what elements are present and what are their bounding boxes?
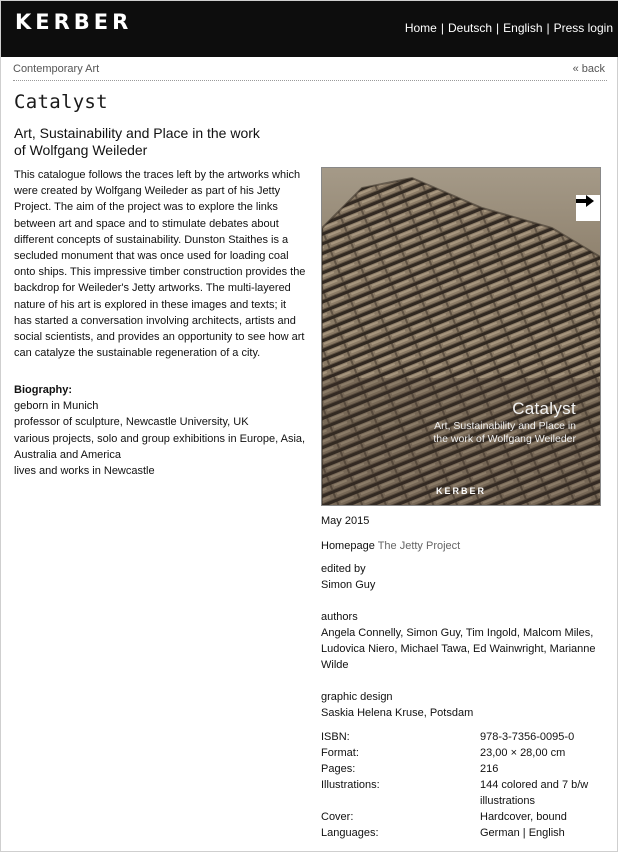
spec-value: 978-3-7356-0095-0 [480,731,575,743]
cover-title: Catalyst [512,399,576,418]
page-title: Catalyst [14,91,108,113]
spec-key: Illustrations: [321,779,380,791]
nav-deutsch-link[interactable]: Deutsch [447,21,493,35]
spec-value: 216 [480,763,499,775]
biography-section [14,382,306,479]
edited-by-value: Simon Guy [321,579,376,591]
breadcrumb [13,58,607,81]
nav-english-link[interactable]: English [503,21,543,35]
biography-line: geborn in Munich [14,400,99,413]
homepage-label: Homepage [321,540,375,552]
graphic-design-value: Saskia Helena Kruse, Potsdam [321,707,474,719]
biography-heading: Biography: [14,384,73,396]
spec-key: Pages: [321,763,356,775]
book-subtitle: Art, Sustainability and Place in the work of Wolfgang Weileder [14,125,260,158]
biography-line: various projects, solo and group exhibitions in Europe, Asia, Australia and America [14,432,306,461]
spec-key: Cover: [321,811,354,823]
breadcrumb-category-link[interactable]: Contemporary Art [13,63,100,75]
spec-value: 23,00 × 28,00 cm [480,747,566,759]
homepage-link[interactable]: The Jetty Project [377,540,461,552]
homepage-row [321,538,605,554]
nav-press-login-link[interactable]: Press login [553,21,613,35]
authors-label: authors [321,611,358,623]
book-cover-image[interactable] [321,167,601,506]
nav-home-link[interactable]: Home [404,21,437,35]
site-logo[interactable]: KERBER [15,10,133,34]
cover-subtitle: Art, Sustainability and Place in the work of Wolfgang Weileder [433,420,576,445]
book-description: This catalogue follows the traces left by the artworks which were created by Wolfgang Weileder as part of his Jetty Project. The aim of the project was to explore the links between art and space and to stimulate debates about different concepts of sustainability. Dunston Staithes is a secluded monument that was once used for loading coal onto ships. This impressive timber construction provides the backdrop for Weileder's Jetty artworks. The multi-layered nature of his art is explored in these images and texts; it has started a conversation involving architects, artists and social scientists, and provides an opportunity to see how art can catalyze the sustainable regeneration of a city. [14,169,306,360]
graphic-design-label: graphic design [321,691,393,703]
cover-publisher-logo: KERBER [435,486,486,496]
spec-value: German | English [480,827,565,839]
spec-key: Languages: [321,827,379,839]
spec-key: ISBN: [321,731,350,743]
spec-value: Hardcover, bound [480,811,567,823]
edited-by-label: edited by [321,563,366,575]
spec-value: 144 colored and 7 b/w illustrations [480,779,589,807]
back-link[interactable]: « back [572,63,605,75]
authors-value: Angela Connelly, Simon Guy, Tim Ingold, Malcom Miles, Ludovica Niero, Michael Tawa, Ed Wainwright, Marianne Wilde [321,627,596,671]
cover-photo-texture [322,168,601,506]
top-navigation [405,21,613,35]
biography-line: professor of sculpture, Newcastle University, UK [14,416,249,429]
nav-separator: | [496,21,500,35]
nav-separator: | [546,21,550,35]
spec-key: Format: [321,747,359,759]
site-header [1,1,618,57]
publication-date: May 2015 [321,515,370,527]
next-image-button[interactable] [576,195,600,221]
nav-separator: | [440,21,444,35]
biography-line: lives and works in Newcastle [14,465,155,478]
